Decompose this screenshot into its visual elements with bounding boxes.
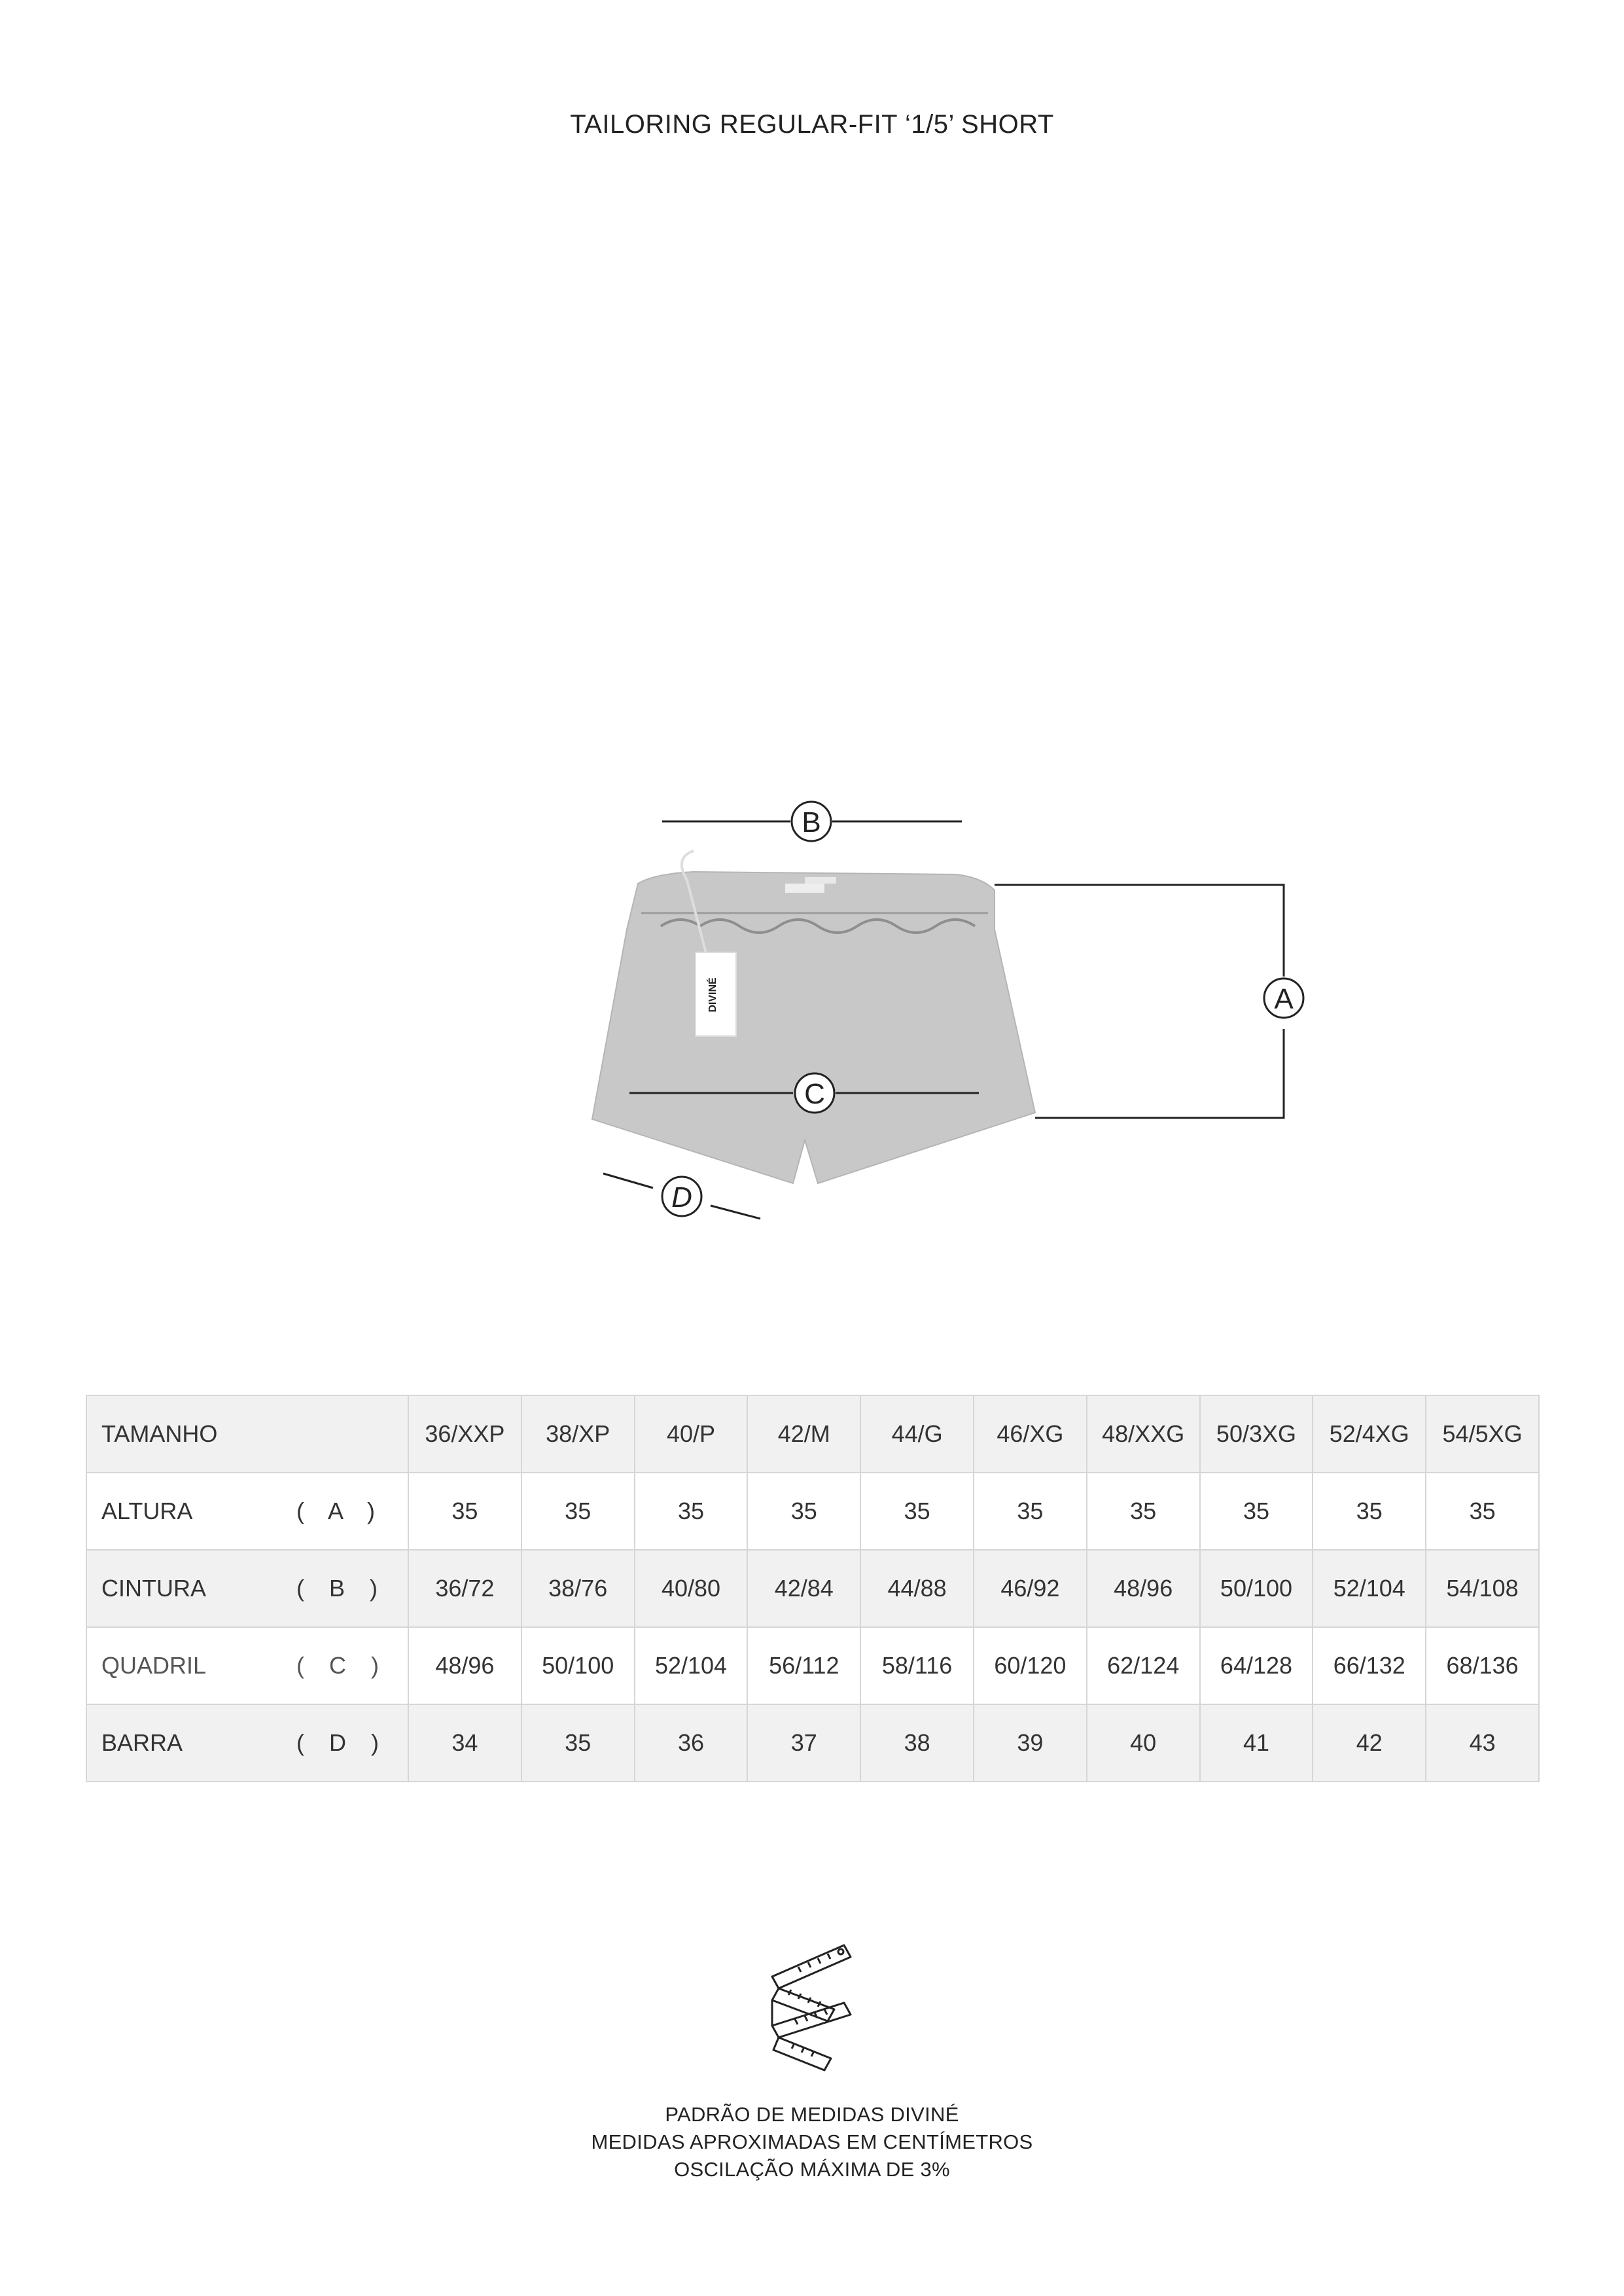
label-b: B bbox=[802, 806, 821, 838]
row-label bbox=[86, 1627, 408, 1704]
table-cell: 35 bbox=[974, 1473, 1087, 1550]
row-name: QUADRIL bbox=[101, 1652, 207, 1679]
table-cell: 40/80 bbox=[635, 1550, 748, 1627]
label-d: D bbox=[671, 1181, 692, 1213]
row-name: CINTURA bbox=[101, 1575, 206, 1602]
table-cell: 56/112 bbox=[747, 1627, 860, 1704]
table-cell: 64/128 bbox=[1200, 1627, 1313, 1704]
table-cell: 37 bbox=[747, 1704, 860, 1782]
table-cell: 52/104 bbox=[635, 1627, 748, 1704]
size-header: 48/XXG bbox=[1087, 1395, 1200, 1473]
size-header: 44/G bbox=[860, 1395, 974, 1473]
table-row-cintura bbox=[86, 1550, 1539, 1627]
row-label bbox=[86, 1704, 408, 1782]
row-label bbox=[86, 1473, 408, 1550]
table-header-row bbox=[86, 1395, 1539, 1473]
row-name: BARRA bbox=[101, 1729, 183, 1756]
label-a: A bbox=[1274, 983, 1294, 1015]
table-cell: 35 bbox=[521, 1704, 635, 1782]
table-cell: 52/104 bbox=[1313, 1550, 1426, 1627]
table-cell: 35 bbox=[1426, 1473, 1539, 1550]
row-label bbox=[86, 1550, 408, 1627]
size-chart-table bbox=[86, 1395, 1540, 1782]
table-cell: 48/96 bbox=[1087, 1550, 1200, 1627]
table-cell: 35 bbox=[1087, 1473, 1200, 1550]
table-cell: 54/108 bbox=[1426, 1550, 1539, 1627]
table-cell: 35 bbox=[1313, 1473, 1426, 1550]
table-cell: 48/96 bbox=[408, 1627, 521, 1704]
table-cell: 35 bbox=[408, 1473, 521, 1550]
table-cell: 38 bbox=[860, 1704, 974, 1782]
shorts-silhouette bbox=[592, 872, 1035, 1183]
table-row-altura bbox=[86, 1473, 1539, 1550]
table-cell: 36/72 bbox=[408, 1550, 521, 1627]
table-cell: 35 bbox=[747, 1473, 860, 1550]
table-cell: 46/92 bbox=[974, 1550, 1087, 1627]
table-row-quadril bbox=[86, 1627, 1539, 1704]
size-header: 40/P bbox=[635, 1395, 748, 1473]
table-cell: 35 bbox=[860, 1473, 974, 1550]
table-cell: 50/100 bbox=[1200, 1550, 1313, 1627]
table-cell: 68/136 bbox=[1426, 1627, 1539, 1704]
row-code: ( C ) bbox=[296, 1652, 388, 1679]
size-header: 54/5XG bbox=[1426, 1395, 1539, 1473]
table-cell: 35 bbox=[521, 1473, 635, 1550]
footer-line-2: MEDIDAS APROXIMADAS EM CENTÍMETROS bbox=[591, 2130, 1033, 2153]
table-row-barra bbox=[86, 1704, 1539, 1782]
table-cell: 60/120 bbox=[974, 1627, 1087, 1704]
table-cell: 58/116 bbox=[860, 1627, 974, 1704]
table-cell: 62/124 bbox=[1087, 1627, 1200, 1704]
row-name: ALTURA bbox=[101, 1498, 193, 1524]
table-cell: 50/100 bbox=[521, 1627, 635, 1704]
table-cell: 44/88 bbox=[860, 1550, 974, 1627]
size-header: 52/4XG bbox=[1313, 1395, 1426, 1473]
table-cell: 41 bbox=[1200, 1704, 1313, 1782]
tag-text: DIVINÉ bbox=[707, 977, 718, 1013]
size-header: 50/3XG bbox=[1200, 1395, 1313, 1473]
footer-line-3: OSCILAÇÃO MÁXIMA DE 3% bbox=[674, 2158, 950, 2181]
table-cell: 43 bbox=[1426, 1704, 1539, 1782]
measuring-tape-icon bbox=[759, 1937, 864, 2081]
table-cell: 66/132 bbox=[1313, 1627, 1426, 1704]
table-cell: 42 bbox=[1313, 1704, 1426, 1782]
table-cell: 35 bbox=[1200, 1473, 1313, 1550]
size-header: 42/M bbox=[747, 1395, 860, 1473]
row-code: ( A ) bbox=[296, 1498, 385, 1524]
size-header: 38/XP bbox=[521, 1395, 635, 1473]
page-title: TAILORING REGULAR-FIT ‘1/5’ SHORT bbox=[570, 110, 1054, 139]
footer-line-1: PADRÃO DE MEDIDAS DIVINÉ bbox=[665, 2103, 959, 2126]
table-cell: 40 bbox=[1087, 1704, 1200, 1782]
table-cell: 35 bbox=[635, 1473, 748, 1550]
table-cell: 36 bbox=[635, 1704, 748, 1782]
row-code: ( B ) bbox=[296, 1575, 387, 1602]
table-cell: 42/84 bbox=[747, 1550, 860, 1627]
header-label: TAMANHO bbox=[86, 1395, 408, 1473]
table-cell: 39 bbox=[974, 1704, 1087, 1782]
size-header: 46/XG bbox=[974, 1395, 1087, 1473]
size-header: 36/XXP bbox=[408, 1395, 521, 1473]
footer-notes bbox=[0, 2101, 1624, 2183]
table-cell: 34 bbox=[408, 1704, 521, 1782]
table-cell: 38/76 bbox=[521, 1550, 635, 1627]
row-code: ( D ) bbox=[296, 1729, 388, 1756]
label-c: C bbox=[804, 1078, 825, 1110]
